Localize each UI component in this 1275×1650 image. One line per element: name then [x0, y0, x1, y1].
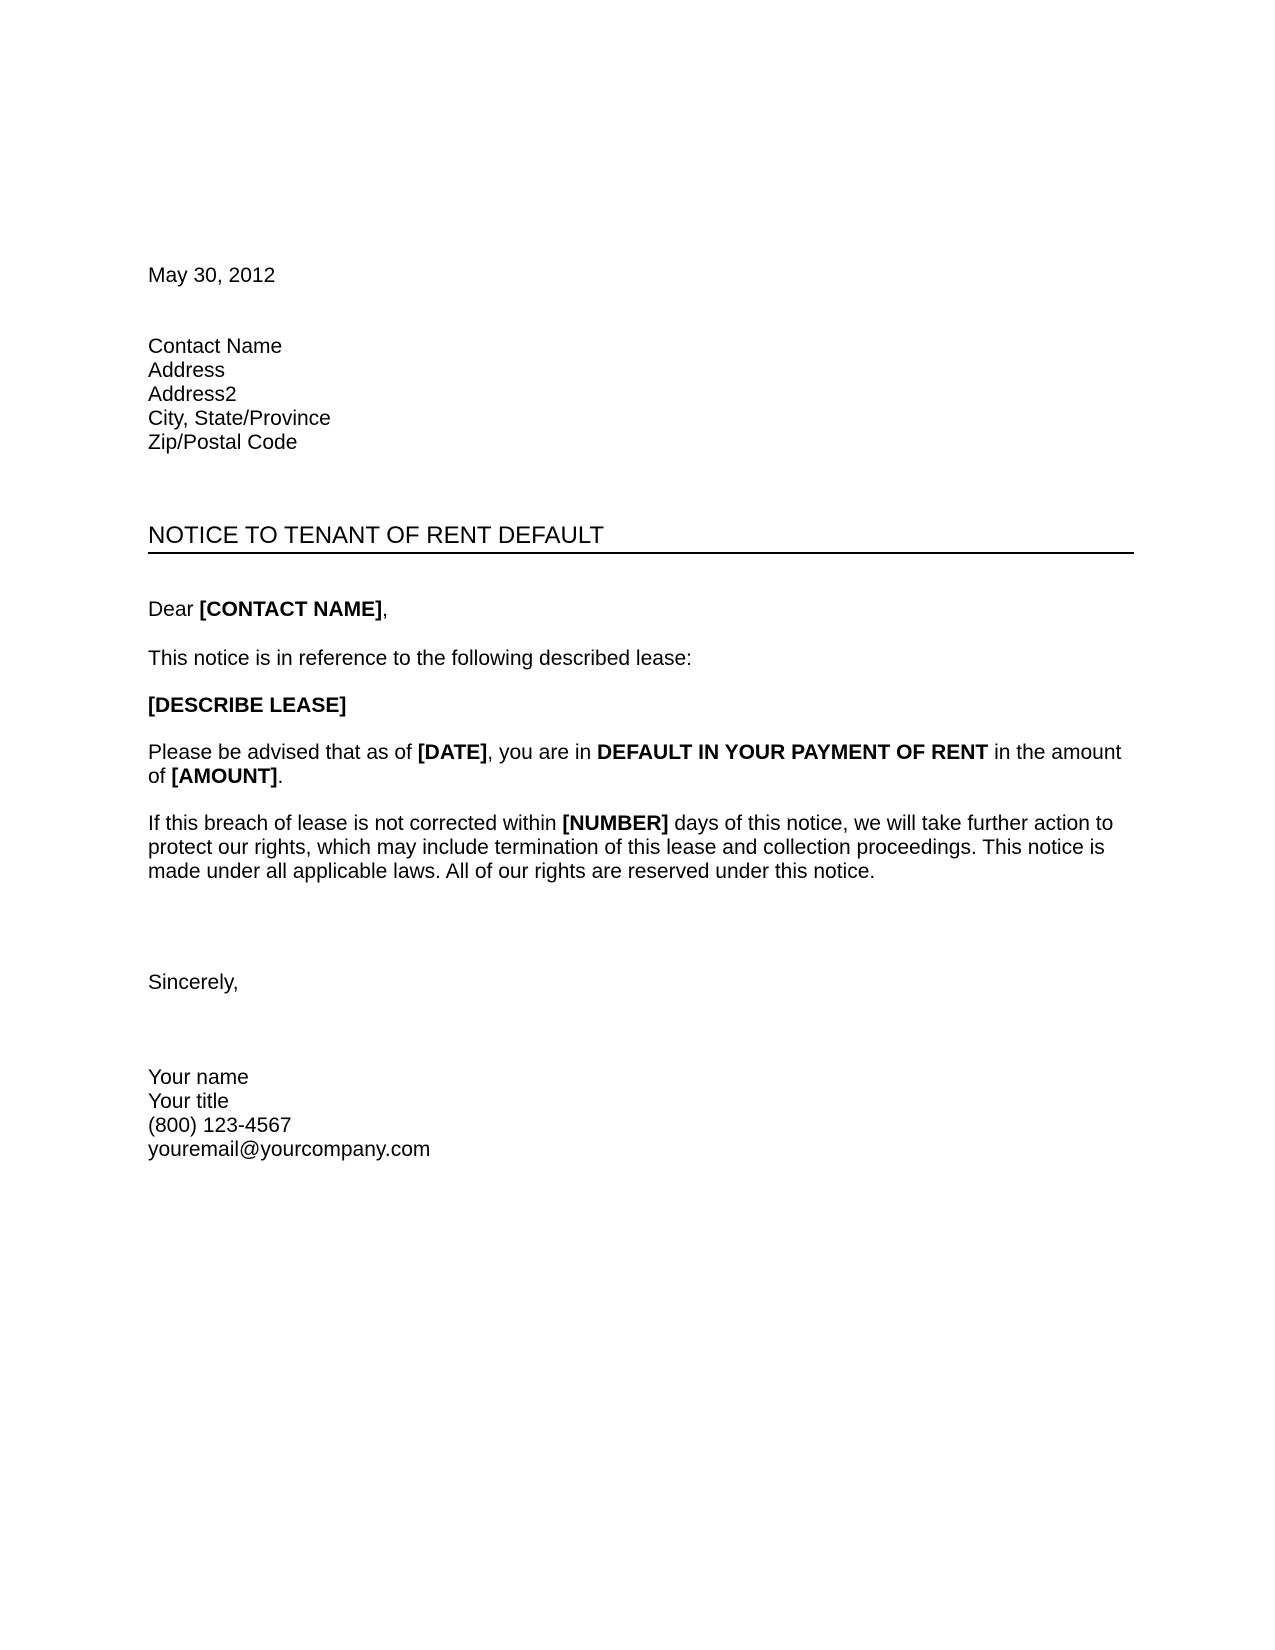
recipient-address-line1: Address: [148, 359, 226, 382]
notice-title: NOTICE TO TENANT OF RENT DEFAULT: [148, 522, 605, 549]
recipient-address-line2: Address2: [148, 383, 237, 406]
intro-paragraph: This notice is in reference to the following described lease:: [148, 647, 692, 670]
breach-text-2: days of this notice, we will take further action to protect our rights, which may include termination of this lease and collection proceedings. This notice is made under all applicable laws. All of our rights are reserved under this notice.: [148, 812, 1114, 883]
default-text-4: .: [277, 765, 284, 788]
breach-paragraph: [148, 812, 1128, 884]
salutation-suffix: ,: [382, 598, 388, 621]
default-notice-emphasis: DEFAULT IN YOUR PAYMENT OF RENT: [597, 741, 989, 764]
number-placeholder: [NUMBER]: [562, 812, 669, 835]
default-text-3: in the amount of: [148, 741, 1122, 788]
default-text-1: Please be advised that as of: [148, 741, 418, 764]
signature-block: [148, 1066, 1128, 1162]
default-paragraph: [148, 741, 1128, 789]
notice-title-rule: [148, 522, 1134, 554]
recipient-city-state: City, State/Province: [148, 407, 331, 430]
date-placeholder: [DATE]: [417, 741, 488, 764]
sender-name: Your name: [148, 1066, 249, 1089]
sender-title: Your title: [148, 1090, 229, 1113]
recipient-address-block: [148, 335, 1128, 455]
closing: Sincerely,: [148, 971, 239, 994]
default-text-2: , you are in: [487, 741, 598, 764]
letter-date: May 30, 2012: [148, 264, 276, 287]
sender-phone: (800) 123-4567: [148, 1114, 292, 1137]
recipient-name: Contact Name: [148, 335, 283, 358]
recipient-zip: Zip/Postal Code: [148, 431, 298, 454]
salutation-contact-placeholder: [CONTACT NAME]: [199, 598, 383, 621]
salutation: [148, 598, 1128, 622]
describe-lease-placeholder: [DESCRIBE LEASE]: [148, 694, 347, 717]
sender-email: youremail@yourcompany.com: [148, 1138, 431, 1161]
lease-placeholder: [148, 694, 1128, 718]
breach-text-1: If this breach of lease is not corrected within: [148, 812, 563, 835]
salutation-prefix: Dear: [148, 598, 200, 621]
amount-placeholder: [AMOUNT]: [171, 765, 278, 788]
